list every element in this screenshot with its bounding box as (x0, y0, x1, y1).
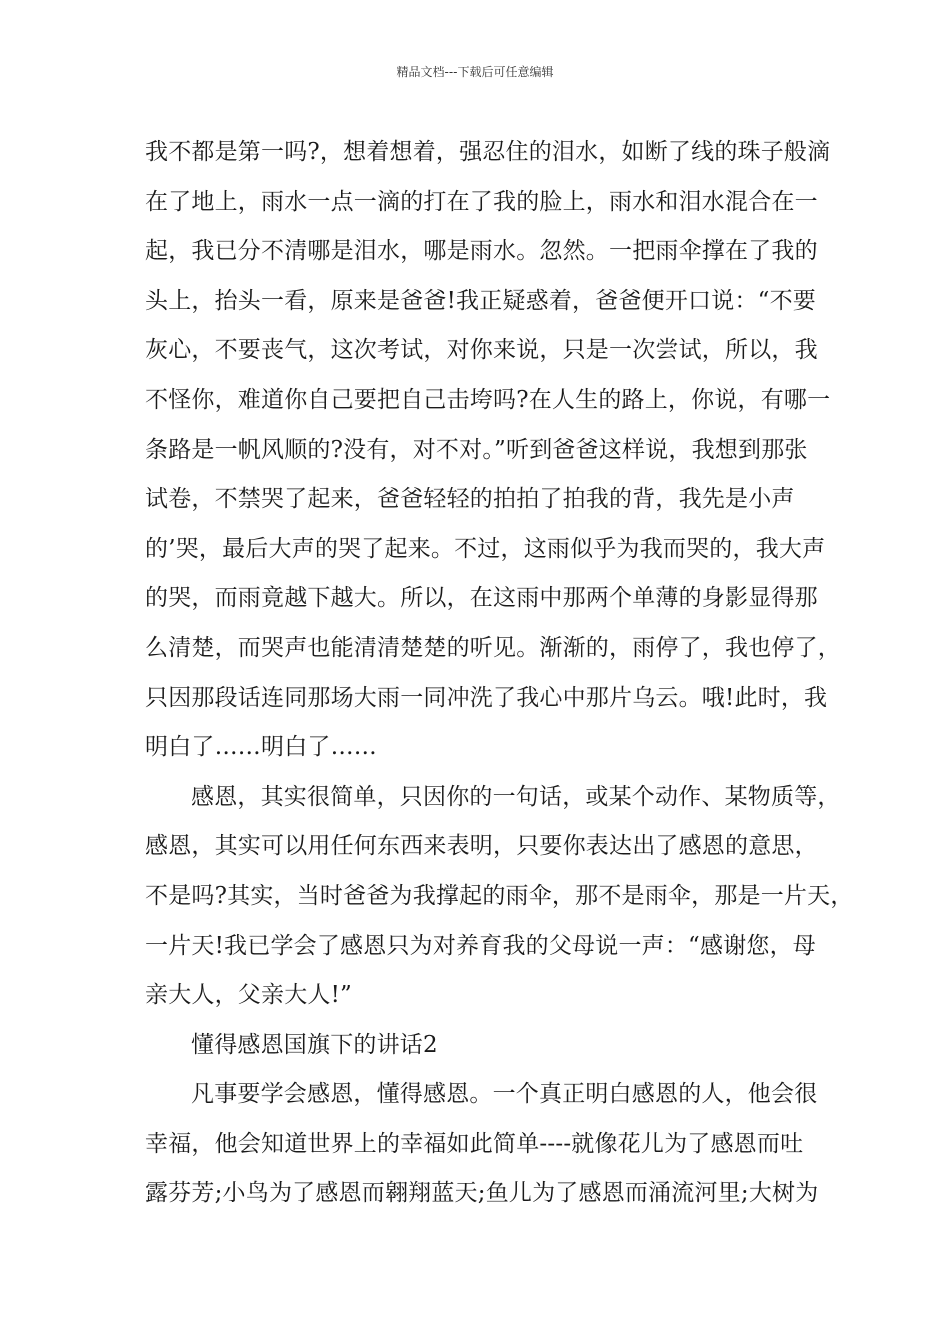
text-line: 不是吗?其实，当时爸爸为我撑起的雨伞，那不是雨伞，那是一片天， (145, 882, 854, 909)
text-line: 感恩，其实很简单，只因你的一句话，或某个动作、某物质等， (191, 783, 841, 810)
text-line: 感恩，其实可以用任何东西来表明，只要你表达出了感恩的意思， (145, 833, 818, 860)
text-line: 凡事要学会感恩，懂得感恩。一个真正明白感恩的人，他会很 (191, 1081, 818, 1108)
text-line: 不怪你，难道你自己要把自己击垮吗?在人生的路上，你说，有哪一 (145, 386, 831, 413)
text-line: 试卷，不禁哭了起来，爸爸轻轻的拍拍了拍我的背，我先是小声 (145, 486, 795, 513)
text-line: 起，我已分不清哪是泪水，哪是雨水。忽然。一把雨伞撑在了我的 (145, 238, 818, 265)
text-line: 么清楚，而哭声也能清清楚楚的听见。渐渐的，雨停了，我也停了， (145, 634, 841, 661)
heading-text: 懂得感恩国旗下的讲话2 (191, 1031, 438, 1058)
page-header: 精品文档---下载后可任意编辑 (396, 65, 554, 79)
text-line: 灰心，不要丧气，这次考试，对你来说，只是一次尝试，所以，我 (145, 337, 818, 364)
paragraph-2 (145, 773, 854, 1021)
text-line: 一片天!我已学会了感恩只为对养育我的父母说一声：“感谢您，母 (145, 932, 817, 959)
document-body (145, 128, 854, 1219)
text-line: 只因那段话连同那场大雨一同冲洗了我心中那片乌云。哦!此时，我 (145, 684, 828, 711)
paragraph-3 (145, 1070, 823, 1219)
text-line: 头上，抬头一看，原来是爸爸!我正疑惑着，爸爸便开口说：“不要 (145, 287, 817, 314)
text-line: 露芬芳;小鸟为了感恩而翱翔蓝天;鱼儿为了感恩而涌流河里;大树为 (145, 1180, 819, 1207)
text-line: 明白了……明白了…… (145, 734, 377, 761)
text-line: 条路是一帆风顺的?没有，对不对。”听到爸爸这样说，我想到那张 (145, 436, 808, 463)
text-line: 我不都是第一吗?，想着想着，强忍住的泪水，如断了线的珠子般滴 (145, 139, 831, 165)
text-line: 的哭，而雨竟越下越大。所以，在这雨中那两个单薄的身影显得那 (145, 585, 818, 612)
text-line: 在了地上，雨水一点一滴的打在了我的脸上，雨水和泪水混合在一 (145, 188, 818, 215)
text-line: 的’哭，最后大声的哭了起来。不过，这雨似乎为我而哭的，我大声 (145, 535, 826, 562)
text-line: 亲大人，父亲大人!” (145, 982, 353, 1009)
paragraph-1 (145, 128, 841, 773)
text-line: 幸福，他会知道世界上的幸福如此简单----就像花儿为了感恩而吐 (145, 1130, 804, 1157)
section-heading (145, 1021, 823, 1071)
